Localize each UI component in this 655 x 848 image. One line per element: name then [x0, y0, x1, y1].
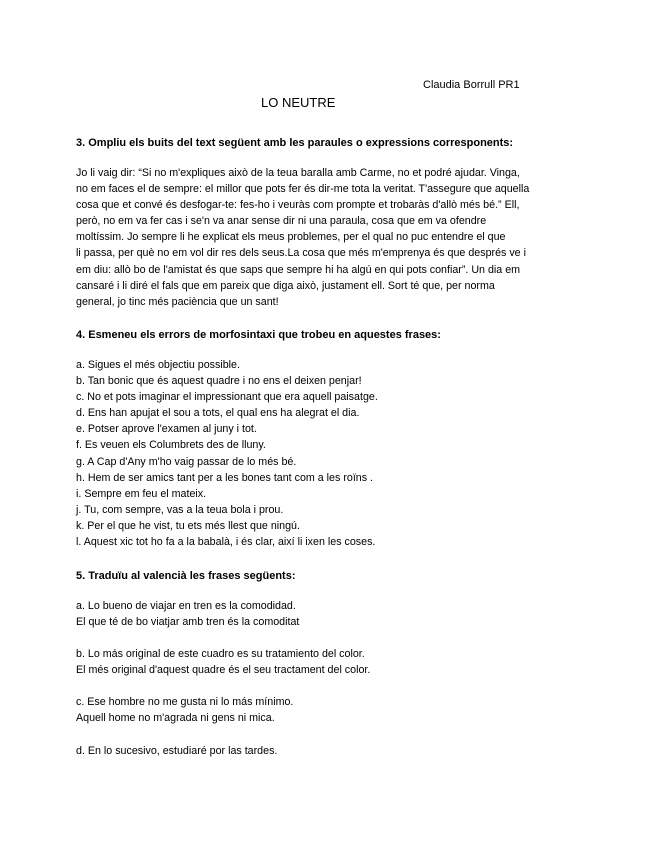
- exercise-5: [76, 568, 576, 759]
- list-item: l. Aquest xic tot ho fa a la babalà, i és clar, així li ixen les coses.: [76, 536, 376, 549]
- text-line: em diu: allò bo de l'amistat és que saps que sempre hi ha algú en qui pots confiar”. Un dia em: [76, 263, 521, 276]
- source-sentence: d. En lo sucesivo, estudiaré por las tardes.: [76, 744, 278, 757]
- translation-pair: [76, 646, 576, 678]
- list-item: c. No et pots imaginar el impressionant que era aquell paisatge.: [76, 391, 378, 404]
- translated-sentence: El que té de bo viatjar amb tren és la comoditat: [76, 616, 300, 629]
- translated-sentence: Aquell home no m'agrada ni gens ni mica.: [76, 712, 275, 725]
- text-line: Jo li vaig dir: “Si no m'expliques això de la teua baralla amb Carme, no et podré ajudar. Vinga,: [76, 167, 520, 179]
- document-title: LO NEUTRE: [261, 95, 336, 110]
- list-item: f. Es veuen els Columbrets des de lluny.: [76, 439, 266, 452]
- list-item: h. Hem de ser amics tant per a les bones tant com a les roïns .: [76, 471, 374, 484]
- text-line: però, no em va fer cas i se'n va anar sense dir ni una paraula, cosa que em va ofendre: [76, 215, 487, 228]
- text-line: no em faces el de sempre: el millor que pots fer és dir-me tota la veritat. T'assegure que aquella: [76, 183, 530, 196]
- text-line: cosa que et convé és desfogar-te: fes-ho i veuràs com prompte et trobaràs d'allò més bé.” Ell,: [76, 199, 520, 212]
- author-name: Claudia Borrull PR1: [423, 79, 520, 91]
- list-item: i. Sempre em feu el mateix.: [76, 487, 207, 500]
- list-item: j. Tu, com sempre, vas a la teua bola i prou.: [76, 503, 284, 516]
- list-item: e. Potser aprove l'examen al juny i tot.: [76, 423, 257, 436]
- exercise-4-list: [76, 357, 576, 550]
- text-line: general, jo tinc més paciència que un sant!: [76, 295, 279, 308]
- exercise-4: [76, 327, 576, 550]
- list-item: g. A Cap d'Any m'ho vaig passar de lo més bé.: [76, 455, 297, 468]
- source-sentence: c. Ese hombre no me gusta ni lo más mínimo.: [76, 696, 294, 709]
- exercise-3: [76, 135, 576, 310]
- exercise-5-heading: 5. Traduïu al valencià les frases següents:: [76, 570, 296, 582]
- text-line: cansaré i li diré el fals que em pareix que diga això, justament ell. Sort té que, per norma: [76, 279, 495, 292]
- source-sentence: b. Lo más original de este cuadro es su tratamiento del color.: [76, 648, 365, 661]
- text-line: moltíssim. Jo sempre li he explicat els meus problemes, per el qual no puc entendre el que: [76, 231, 506, 244]
- list-item: a. Sigues el més objectiu possible.: [76, 359, 240, 371]
- exercise-3-text: [76, 165, 576, 310]
- list-item: b. Tan bonic que és aquest quadre i no ens el deixen penjar!: [76, 375, 362, 388]
- source-sentence: a. Lo bueno de viajar en tren es la comodidad.: [76, 600, 296, 612]
- translation-pair: [76, 743, 576, 759]
- translation-pair: [76, 694, 576, 726]
- translated-sentence: El més original d'aquest quadre és el seu tractament del color.: [76, 664, 371, 677]
- exercise-3-heading: 3. Ompliu els buits del text següent amb les paraules o expressions corresponents:: [76, 137, 514, 149]
- translation-pair: [76, 598, 576, 630]
- exercise-4-heading: 4. Esmeneu els errors de morfosintaxi que trobeu en aquestes frases:: [76, 329, 441, 341]
- list-item: k. Per el que he vist, tu ets més llest que ningú.: [76, 519, 300, 532]
- text-line: li passa, per què no em vol dir res dels seus.La cosa que més m'emprenya és que després ve i: [76, 247, 526, 260]
- list-item: d. Ens han apujat el sou a tots, el qual ens ha alegrat el dia.: [76, 407, 360, 420]
